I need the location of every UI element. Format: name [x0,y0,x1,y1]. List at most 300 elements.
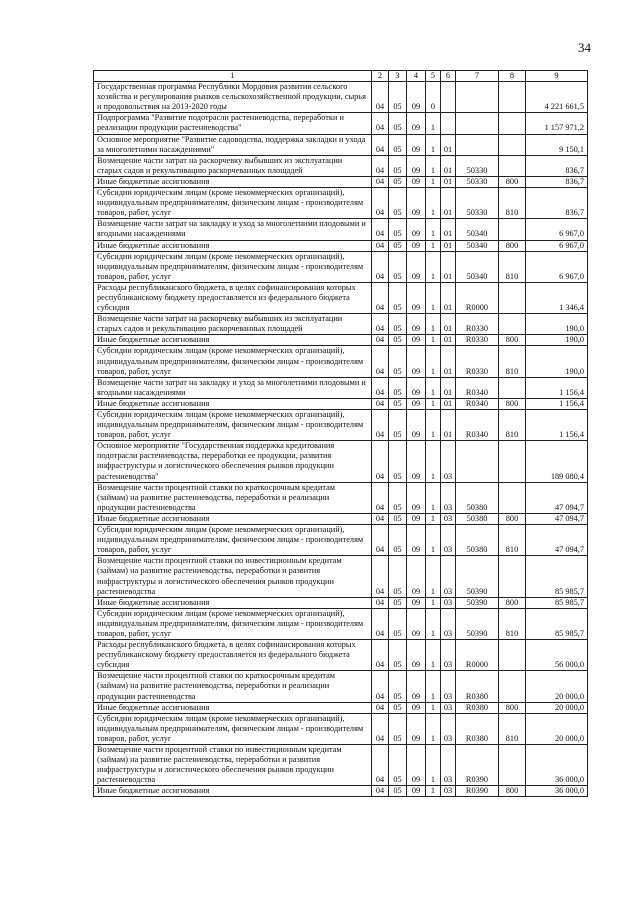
program-code-cell: 09 [407,398,426,409]
section-code-cell: 04 [372,702,389,713]
program-code-cell: 09 [407,671,426,702]
direction-code-cell [456,441,499,482]
section-code-cell: 04 [372,671,389,702]
amount-cell: 1 156,4 [526,398,588,409]
table-row [94,745,588,786]
expense-type-cell [499,82,526,113]
subsection-code-cell: 05 [389,671,407,702]
amount-cell: 1 156,4 [526,410,588,441]
direction-code-cell: 50390 [456,597,499,608]
subprogram-code-cell: 1 [426,335,441,346]
activity-code-cell: 01 [441,155,456,176]
header-cell: 4 [407,71,426,82]
section-code-cell: 04 [372,155,389,176]
direction-code-cell: R0330 [456,314,499,335]
section-code-cell: 04 [372,441,389,482]
subprogram-code-cell: 1 [426,513,441,524]
row-name-cell: Субсидии юридическим лицам (кроме некоммерческих организаций), индивидуальным предпринимателям, физическим лицам - производителям товаров, работ, услуг [94,525,372,556]
row-name-cell: Иные бюджетные ассигнования [94,176,372,187]
header-cell: 9 [526,71,588,82]
expense-type-cell [499,482,526,513]
section-code-cell: 04 [372,251,389,282]
activity-code-cell: 03 [441,640,456,671]
subprogram-code-cell: 0 [426,82,441,113]
section-code-cell: 04 [372,608,389,639]
direction-code-cell: 50380 [456,525,499,556]
subprogram-code-cell: 1 [426,556,441,597]
direction-code-cell: R0380 [456,702,499,713]
activity-code-cell: 01 [441,188,456,219]
amount-cell: 6 967,0 [526,240,588,251]
expense-type-cell: 810 [499,713,526,744]
activity-code-cell: 03 [441,556,456,597]
amount-cell: 9 150,1 [526,134,588,155]
expense-type-cell: 800 [499,240,526,251]
section-code-cell: 04 [372,556,389,597]
direction-code-cell: 50340 [456,251,499,282]
header-cell: 8 [499,71,526,82]
subprogram-code-cell: 1 [426,282,441,313]
header-cell: 2 [372,71,389,82]
activity-code-cell: 01 [441,346,456,377]
activity-code-cell: 01 [441,335,456,346]
table-row [94,82,588,113]
expense-type-cell [499,219,526,240]
program-code-cell: 09 [407,597,426,608]
section-code-cell: 04 [372,640,389,671]
subsection-code-cell: 05 [389,219,407,240]
activity-code-cell: 03 [441,513,456,524]
row-name-cell: Основное мероприятие "Развитие садоводства, поддержка закладки и ухода за многолетними насаждениями" [94,134,372,155]
program-code-cell: 09 [407,482,426,513]
row-name-cell: Возмещение части затрат на закладку и уход за многолетними плодовыми и ягодными насаждениями [94,219,372,240]
subprogram-code-cell: 1 [426,671,441,702]
direction-code-cell: R0000 [456,640,499,671]
expense-type-cell [499,640,526,671]
row-name-cell: Иные бюджетные ассигнования [94,398,372,409]
program-code-cell: 09 [407,134,426,155]
direction-code-cell: R0340 [456,410,499,441]
row-name-cell: Расходы республиканского бюджета, в целях софинансирования которых республиканскому бюджету предоставляется из федерального бюджета субсидия [94,640,372,671]
subsection-code-cell: 05 [389,134,407,155]
program-code-cell: 09 [407,525,426,556]
table-row [94,702,588,713]
row-name-cell: Возмещение части процентной ставки по инвестиционным кредитам (займам) на развитие растениеводства, переработки и развития инфраструктуры и логистического обеспечения рынков продукции растениеводства [94,556,372,597]
amount-cell: 836,7 [526,176,588,187]
program-code-cell: 09 [407,513,426,524]
section-code-cell: 04 [372,282,389,313]
direction-code-cell: 50330 [456,176,499,187]
activity-code-cell: 01 [441,398,456,409]
subprogram-code-cell: 1 [426,240,441,251]
program-code-cell: 09 [407,82,426,113]
row-name-cell: Возмещение части затрат на раскорчевку выбывших из эксплуатации старых садов и рекультивацию раскорчеванных площадей [94,314,372,335]
amount-cell: 20 000,0 [526,713,588,744]
activity-code-cell: 01 [441,176,456,187]
amount-cell: 47 094,7 [526,525,588,556]
amount-cell: 20 000,0 [526,702,588,713]
subsection-code-cell: 05 [389,314,407,335]
section-code-cell: 04 [372,398,389,409]
program-code-cell: 09 [407,410,426,441]
section-code-cell: 04 [372,113,389,134]
amount-cell: 20 000,0 [526,671,588,702]
subsection-code-cell: 05 [389,640,407,671]
amount-cell: 6 967,0 [526,219,588,240]
subprogram-code-cell: 1 [426,608,441,639]
table-row [94,251,588,282]
expense-type-cell: 810 [499,608,526,639]
subprogram-code-cell: 1 [426,597,441,608]
row-name-cell: Подпрограмма "Развитие подотрасли растениеводства, переработки и реализации продукции растениеводства" [94,113,372,134]
direction-code-cell: 50330 [456,188,499,219]
subsection-code-cell: 05 [389,346,407,377]
direction-code-cell: 50390 [456,556,499,597]
direction-code-cell: R0390 [456,786,499,797]
header-cell: 5 [426,71,441,82]
amount-cell: 4 221 661,5 [526,82,588,113]
subprogram-code-cell: 1 [426,745,441,786]
table-row [94,335,588,346]
activity-code-cell: 03 [441,702,456,713]
expense-type-cell [499,155,526,176]
expense-type-cell [499,113,526,134]
row-name-cell: Иные бюджетные ассигнования [94,597,372,608]
header-cell: 6 [441,71,456,82]
table-row [94,155,588,176]
activity-code-cell: 03 [441,608,456,639]
direction-code-cell: R0330 [456,335,499,346]
program-code-cell: 09 [407,219,426,240]
amount-cell: 56 000,0 [526,640,588,671]
subsection-code-cell: 05 [389,155,407,176]
subprogram-code-cell: 1 [426,410,441,441]
expense-type-cell: 810 [499,346,526,377]
activity-code-cell: 03 [441,441,456,482]
activity-code-cell: 03 [441,482,456,513]
amount-cell: 190,0 [526,335,588,346]
program-code-cell: 09 [407,608,426,639]
subprogram-code-cell: 1 [426,640,441,671]
activity-code-cell: 01 [441,377,456,398]
activity-code-cell: 01 [441,314,456,335]
activity-code-cell: 01 [441,251,456,282]
table-row [94,786,588,797]
activity-code-cell: 01 [441,134,456,155]
table-row [94,513,588,524]
program-code-cell: 09 [407,377,426,398]
table-row [94,282,588,313]
subsection-code-cell: 05 [389,702,407,713]
section-code-cell: 04 [372,240,389,251]
table-row [94,608,588,639]
subsection-code-cell: 05 [389,240,407,251]
table-row [94,314,588,335]
activity-code-cell: 01 [441,410,456,441]
section-code-cell: 04 [372,82,389,113]
expense-type-cell [499,134,526,155]
direction-code-cell [456,113,499,134]
table-row [94,134,588,155]
subprogram-code-cell: 1 [426,113,441,134]
subprogram-code-cell: 1 [426,155,441,176]
table-row [94,556,588,597]
table-row [94,441,588,482]
row-name-cell: Возмещение части процентной ставки по краткосрочным кредитам (займам) на развитие растениеводства, переработки и реализации продукции растениеводства [94,671,372,702]
program-code-cell: 09 [407,113,426,134]
row-name-cell: Возмещение части процентной ставки по инвестиционным кредитам (займам) на развитие растениеводства, переработки и развития инфраструктуры и логистического обеспечения рынков продукции растениеводства [94,745,372,786]
direction-code-cell: 50330 [456,155,499,176]
program-code-cell: 09 [407,314,426,335]
expense-type-cell: 800 [499,597,526,608]
program-code-cell: 09 [407,346,426,377]
expense-type-cell: 810 [499,188,526,219]
section-code-cell: 04 [372,188,389,219]
subprogram-code-cell: 1 [426,188,441,219]
table-row [94,713,588,744]
header-row [94,71,588,82]
subsection-code-cell: 05 [389,556,407,597]
table-row [94,410,588,441]
amount-cell: 1 157 971,2 [526,113,588,134]
direction-code-cell: 50380 [456,513,499,524]
expense-type-cell [499,556,526,597]
subprogram-code-cell: 1 [426,377,441,398]
expense-type-cell: 810 [499,251,526,282]
direction-code-cell: R0340 [456,377,499,398]
activity-code-cell: 03 [441,597,456,608]
activity-code-cell: 01 [441,219,456,240]
subprogram-code-cell: 1 [426,251,441,282]
activity-code-cell [441,113,456,134]
direction-code-cell [456,134,499,155]
subsection-code-cell: 05 [389,441,407,482]
table-row [94,377,588,398]
row-name-cell: Государственная программа Республики Мордовия развития сельского хозяйства и регулирования рынков сельскохозяйственной продукции, сырья и продовольствия на 2013-2020 годы [94,82,372,113]
table-row [94,597,588,608]
amount-cell: 836,7 [526,188,588,219]
expense-type-cell: 810 [499,525,526,556]
amount-cell: 85 985,7 [526,597,588,608]
activity-code-cell: 03 [441,745,456,786]
subprogram-code-cell: 1 [426,398,441,409]
program-code-cell: 09 [407,640,426,671]
direction-code-cell [456,82,499,113]
amount-cell: 190,0 [526,314,588,335]
header-cell: 1 [94,71,372,82]
program-code-cell: 09 [407,188,426,219]
subprogram-code-cell: 1 [426,219,441,240]
section-code-cell: 04 [372,346,389,377]
subprogram-code-cell: 1 [426,525,441,556]
section-code-cell: 04 [372,377,389,398]
section-code-cell: 04 [372,597,389,608]
activity-code-cell: 03 [441,525,456,556]
direction-code-cell: R0340 [456,398,499,409]
direction-code-cell: R0380 [456,671,499,702]
table-body [94,82,588,797]
subsection-code-cell: 05 [389,188,407,219]
subprogram-code-cell: 1 [426,702,441,713]
subprogram-code-cell: 1 [426,176,441,187]
amount-cell: 36 000,0 [526,786,588,797]
amount-cell: 6 967,0 [526,251,588,282]
subsection-code-cell: 05 [389,513,407,524]
program-code-cell: 09 [407,786,426,797]
section-code-cell: 04 [372,786,389,797]
subsection-code-cell: 05 [389,251,407,282]
program-code-cell: 09 [407,556,426,597]
activity-code-cell: 03 [441,713,456,744]
amount-cell: 36 000,0 [526,745,588,786]
subsection-code-cell: 05 [389,597,407,608]
row-name-cell: Иные бюджетные ассигнования [94,513,372,524]
page-number: 34 [578,40,591,55]
amount-cell: 189 080,4 [526,441,588,482]
expense-type-cell: 800 [499,335,526,346]
row-name-cell: Расходы республиканского бюджета, в целях софинансирования которых республиканскому бюджету предоставляется из федерального бюджета субсидия [94,282,372,313]
expense-type-cell: 800 [499,398,526,409]
direction-code-cell: 50340 [456,219,499,240]
subprogram-code-cell: 1 [426,786,441,797]
subsection-code-cell: 05 [389,335,407,346]
header-cell: 3 [389,71,407,82]
table-row [94,398,588,409]
subsection-code-cell: 05 [389,410,407,441]
subsection-code-cell: 05 [389,786,407,797]
expense-type-cell: 800 [499,176,526,187]
program-code-cell: 09 [407,702,426,713]
subprogram-code-cell: 1 [426,134,441,155]
budget-table [93,70,588,797]
amount-cell: 1 346,4 [526,282,588,313]
table-row [94,640,588,671]
direction-code-cell: 50380 [456,482,499,513]
row-name-cell: Субсидии юридическим лицам (кроме некоммерческих организаций), индивидуальным предпринимателям, физическим лицам - производителям товаров, работ, услуг [94,188,372,219]
table-row [94,176,588,187]
row-name-cell: Иные бюджетные ассигнования [94,240,372,251]
amount-cell: 190,0 [526,346,588,377]
direction-code-cell: 50340 [456,240,499,251]
table-row [94,525,588,556]
direction-code-cell: R0390 [456,745,499,786]
row-name-cell: Иные бюджетные ассигнования [94,702,372,713]
section-code-cell: 04 [372,219,389,240]
amount-cell: 85 985,7 [526,556,588,597]
direction-code-cell: R0000 [456,282,499,313]
expense-type-cell [499,377,526,398]
subprogram-code-cell: 1 [426,314,441,335]
row-name-cell: Субсидии юридическим лицам (кроме некоммерческих организаций), индивидуальным предпринимателям, физическим лицам - производителям товаров, работ, услуг [94,346,372,377]
expense-type-cell [499,441,526,482]
row-name-cell: Возмещение части процентной ставки по краткосрочным кредитам (займам) на развитие растениеводства, переработки и реализации продукции растениеводства [94,482,372,513]
subsection-code-cell: 05 [389,608,407,639]
table-row [94,219,588,240]
subprogram-code-cell: 1 [426,482,441,513]
row-name-cell: Субсидии юридическим лицам (кроме некоммерческих организаций), индивидуальным предпринимателям, физическим лицам - производителям товаров, работ, услуг [94,251,372,282]
expense-type-cell: 800 [499,786,526,797]
direction-code-cell: R0380 [456,713,499,744]
expense-type-cell: 800 [499,702,526,713]
table-row [94,188,588,219]
section-code-cell: 04 [372,482,389,513]
subsection-code-cell: 05 [389,377,407,398]
row-name-cell: Субсидии юридическим лицам (кроме некоммерческих организаций), индивидуальным предпринимателям, физическим лицам - производителям товаров, работ, услуг [94,410,372,441]
amount-cell: 836,7 [526,155,588,176]
program-code-cell: 09 [407,251,426,282]
activity-code-cell: 03 [441,786,456,797]
activity-code-cell [441,82,456,113]
program-code-cell: 09 [407,745,426,786]
amount-cell: 85 985,7 [526,608,588,639]
table-row [94,671,588,702]
table-row [94,113,588,134]
table-row [94,482,588,513]
subsection-code-cell: 05 [389,113,407,134]
expense-type-cell [499,282,526,313]
amount-cell: 47 094,7 [526,482,588,513]
activity-code-cell: 01 [441,282,456,313]
table-row [94,240,588,251]
section-code-cell: 04 [372,335,389,346]
row-name-cell: Иные бюджетные ассигнования [94,335,372,346]
subsection-code-cell: 05 [389,525,407,556]
expense-type-cell: 810 [499,410,526,441]
row-name-cell: Иные бюджетные ассигнования [94,786,372,797]
section-code-cell: 04 [372,713,389,744]
section-code-cell: 04 [372,314,389,335]
section-code-cell: 04 [372,176,389,187]
section-code-cell: 04 [372,745,389,786]
section-code-cell: 04 [372,525,389,556]
activity-code-cell: 03 [441,671,456,702]
table-row [94,346,588,377]
subsection-code-cell: 05 [389,398,407,409]
subsection-code-cell: 05 [389,745,407,786]
subprogram-code-cell: 1 [426,346,441,377]
subsection-code-cell: 05 [389,282,407,313]
subsection-code-cell: 05 [389,713,407,744]
header-cell: 7 [456,71,499,82]
amount-cell: 47 094,7 [526,513,588,524]
program-code-cell: 09 [407,282,426,313]
program-code-cell: 09 [407,441,426,482]
program-code-cell: 09 [407,240,426,251]
row-name-cell: Субсидии юридическим лицам (кроме некоммерческих организаций), индивидуальным предпринимателям, физическим лицам - производителям товаров, работ, услуг [94,713,372,744]
program-code-cell: 09 [407,176,426,187]
row-name-cell: Основное мероприятие "Государственная поддержка кредитования подотрасли растениеводства, переработки ее продукции, развития инфраструктуры и логистического обеспечения рынков продукции растениеводства" [94,441,372,482]
subsection-code-cell: 05 [389,482,407,513]
program-code-cell: 09 [407,713,426,744]
activity-code-cell: 01 [441,240,456,251]
program-code-cell: 09 [407,335,426,346]
section-code-cell: 04 [372,513,389,524]
program-code-cell: 09 [407,155,426,176]
subsection-code-cell: 05 [389,176,407,187]
subprogram-code-cell: 1 [426,441,441,482]
expense-type-cell: 800 [499,513,526,524]
expense-type-cell [499,671,526,702]
direction-code-cell: R0330 [456,346,499,377]
amount-cell: 1 156,4 [526,377,588,398]
subprogram-code-cell: 1 [426,713,441,744]
row-name-cell: Возмещение части затрат на раскорчевку выбывших из эксплуатации старых садов и рекультивацию раскорчеванных площадей [94,155,372,176]
expense-type-cell [499,314,526,335]
section-code-cell: 04 [372,134,389,155]
subsection-code-cell: 05 [389,82,407,113]
direction-code-cell: 50390 [456,608,499,639]
expense-type-cell [499,745,526,786]
